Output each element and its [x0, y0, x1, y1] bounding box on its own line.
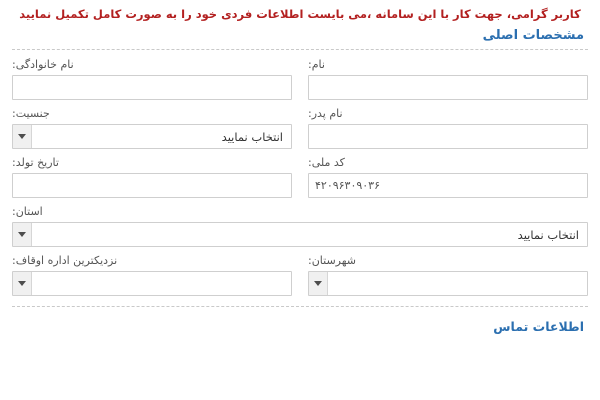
field-birth-date — [12, 156, 300, 198]
field-gender — [12, 107, 300, 149]
nearest-endowment-office-select[interactable] — [12, 271, 292, 296]
province-select-wrap — [12, 222, 588, 247]
city-select[interactable] — [308, 271, 588, 296]
label-first-name: نام: — [308, 58, 325, 71]
birth-date-input[interactable] — [12, 173, 292, 198]
province-select[interactable] — [12, 222, 588, 247]
label-gender: جنسیت: — [12, 107, 50, 120]
form-row-names — [12, 58, 588, 100]
field-last-name — [12, 58, 300, 100]
form-row-province — [12, 205, 588, 247]
section-title-main: مشخصات اصلی — [482, 28, 584, 43]
first-name-input[interactable] — [308, 75, 588, 100]
label-nearest-endowment-office: نزدیکترین اداره اوقاف: — [12, 254, 118, 267]
father-name-input[interactable] — [308, 124, 588, 149]
gender-select-wrap — [12, 124, 292, 149]
section-title-contact[interactable]: اطلاعات تماس — [493, 319, 584, 334]
label-national-code: کد ملی: — [308, 156, 345, 169]
city-select-wrap — [308, 271, 588, 296]
field-first-name — [300, 58, 588, 100]
form-notice: کاربر گرامی، جهت کار با این سامانه ،می بایست اطلاعات فردی خود را به صورت کامل تکمیل نمایید — [19, 7, 581, 21]
field-father-name — [300, 107, 588, 149]
form-row-city-office — [12, 254, 588, 296]
field-city — [300, 254, 588, 296]
field-nearest-endowment-office — [12, 254, 300, 296]
gender-select[interactable] — [12, 124, 292, 149]
national-code-input[interactable] — [308, 173, 588, 198]
section-divider-bottom — [12, 306, 588, 307]
field-province — [12, 205, 588, 247]
label-province: استان: — [12, 205, 43, 218]
field-national-code — [300, 156, 588, 198]
last-name-input[interactable] — [12, 75, 292, 100]
label-last-name: نام خانوادگی: — [12, 58, 74, 71]
section-divider-top — [12, 49, 588, 50]
label-city: شهرستان: — [308, 254, 357, 267]
label-father-name: نام پدر: — [308, 107, 343, 120]
label-birth-date: تاریخ تولد: — [12, 156, 59, 169]
form-row-father-gender — [12, 107, 588, 149]
nearest-endowment-office-select-wrap — [12, 271, 292, 296]
form-row-nationalcode-birth — [12, 156, 588, 198]
